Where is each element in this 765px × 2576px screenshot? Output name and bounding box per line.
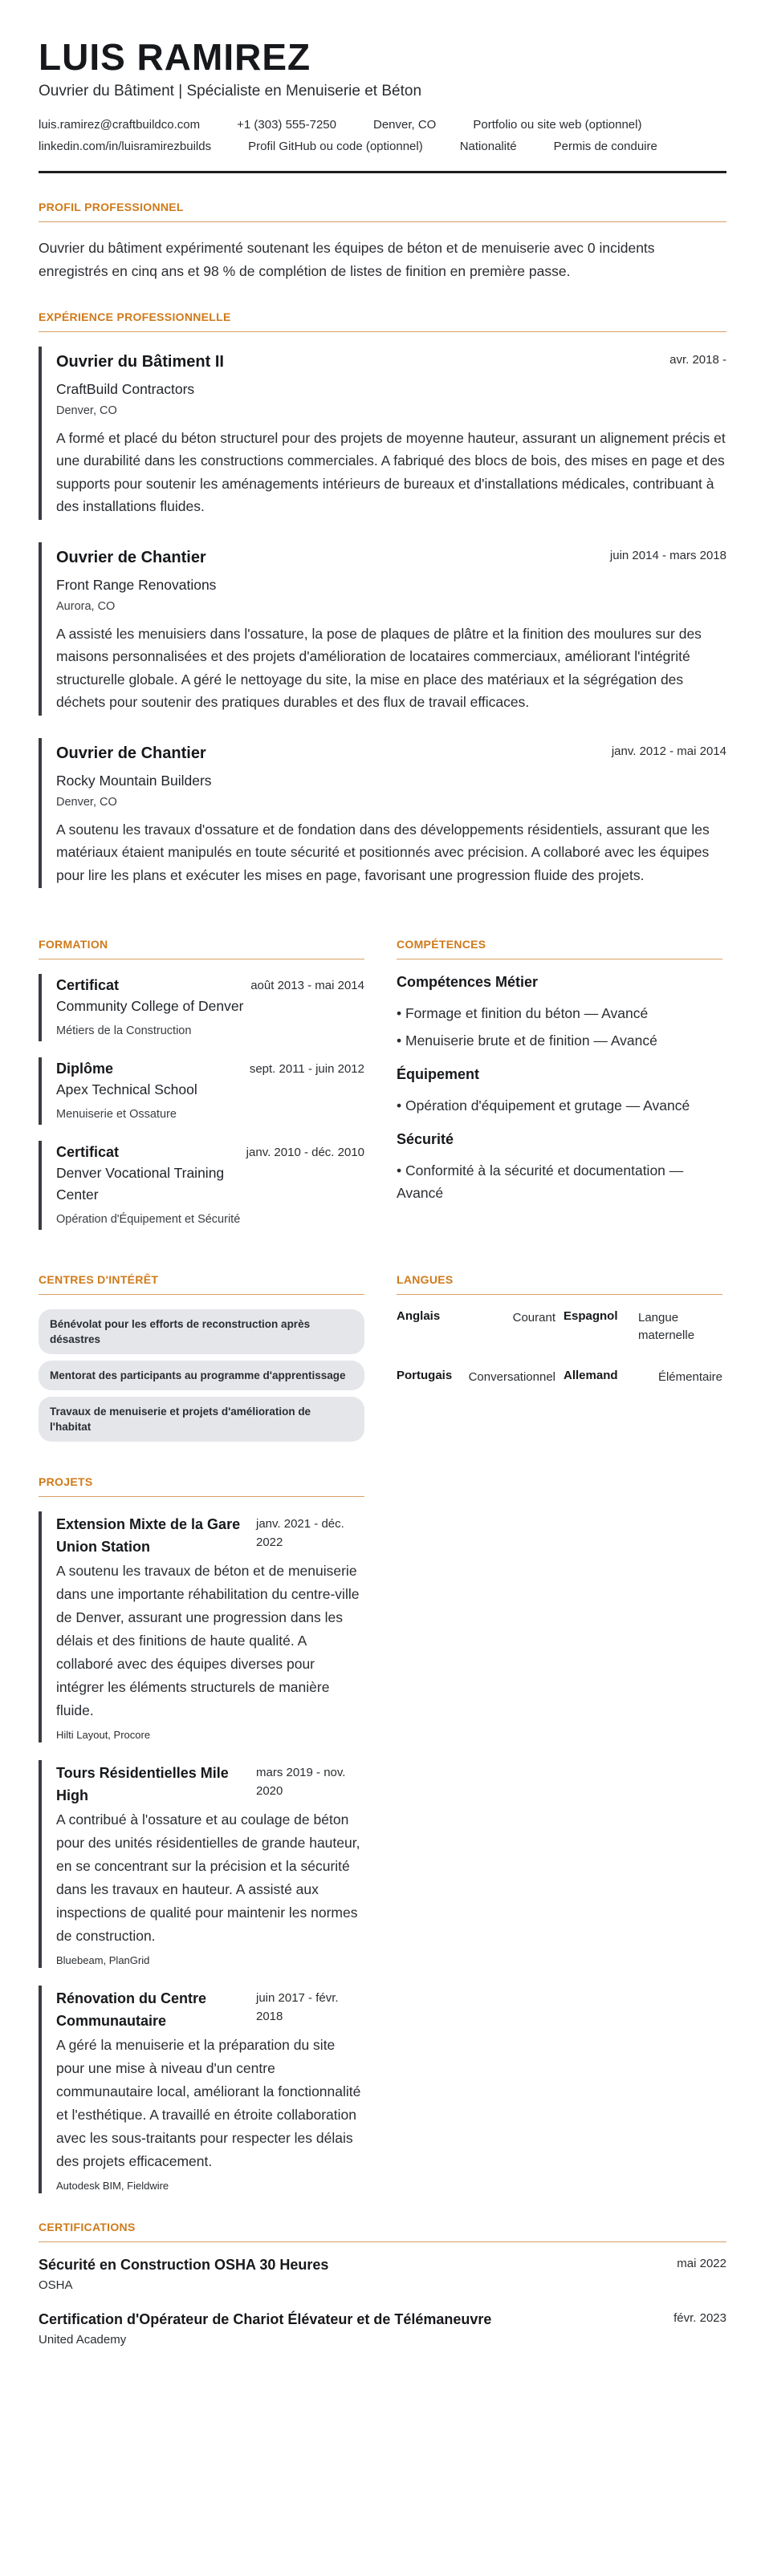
resume-header xyxy=(39,37,726,173)
contact-list xyxy=(39,118,726,173)
education-school: Denver Vocational Training Center xyxy=(56,1165,225,1203)
project-date: mars 2019 - nov. 2020 xyxy=(256,1766,346,1799)
language-name: Espagnol xyxy=(564,1309,618,1324)
job-description: A assisté les menuisiers dans l'ossature, la pose de plaques de plâtre et la finition des moulures sur des maisons personnalisées et des projets d'amélioration de locataires commerciaux, améliorant l'intégrité structurelle globale. A géré le nettoyage du site, la mise en place des matériaux et la ségrégation des déchets pour soutenir des pratiques durables et des flux de travail efficaces. xyxy=(56,625,702,711)
skill-group xyxy=(397,1066,722,1117)
job-date: janv. 2012 - mai 2014 xyxy=(611,744,726,758)
education-school: Community College of Denver xyxy=(56,998,244,1015)
job-company: Front Range Renovations xyxy=(56,576,217,593)
languages-grid xyxy=(397,1309,722,1386)
education-heading: FORMATION xyxy=(39,938,364,959)
language-item xyxy=(397,1309,555,1345)
skills-heading: COMPÉTENCES xyxy=(397,938,722,959)
contact-linkedin[interactable]: linkedin.com/in/luisramirezbuilds xyxy=(39,139,212,153)
job-date: juin 2014 - mars 2018 xyxy=(609,548,726,562)
project-item xyxy=(39,1760,364,1968)
education-date: août 2013 - mai 2014 xyxy=(250,979,364,993)
experience-list xyxy=(39,347,726,889)
projects-column xyxy=(39,1475,364,2193)
job-company: CraftBuild Contractors xyxy=(56,380,195,397)
candidate-name: LUIS RAMIREZ xyxy=(39,36,311,78)
job-location: Denver, CO xyxy=(56,404,117,417)
contact-email[interactable]: luis.ramirez@craftbuildco.com xyxy=(39,117,201,132)
education-item xyxy=(39,1141,364,1230)
project-item xyxy=(39,1986,364,2193)
interest-tag: Mentorat des participants au programme d'apprentissage xyxy=(39,1361,364,1390)
project-description: A soutenu les travaux de béton et de menuiserie dans une importante réhabilitation du centre-ville de Denver, assurant une progression dans les délais et des finitions de haute qualité. A collaboré avec des équipes diverses pour intégrer les éléments structurels de manière fluide. xyxy=(56,1563,360,1719)
contact-license: Permis de conduire xyxy=(553,139,657,153)
profile-heading: PROFIL PROFESSIONNEL xyxy=(39,201,726,222)
job-company: Rocky Mountain Builders xyxy=(56,772,212,789)
education-date: janv. 2010 - déc. 2010 xyxy=(246,1146,364,1160)
certification-item xyxy=(39,2311,726,2347)
project-tools: Hilti Layout, Procore xyxy=(56,1729,151,1742)
job-location: Denver, CO xyxy=(56,795,117,809)
interest-tag: Bénévolat pour les efforts de reconstruction après désastres xyxy=(39,1309,364,1354)
contact-github[interactable]: Profil GitHub ou code (optionnel) xyxy=(248,139,423,153)
project-tools: Bluebeam, PlanGrid xyxy=(56,1954,150,1967)
skill-item: • Conformité à la sécurité et documentation — Avancé xyxy=(397,1162,684,1202)
certification-date: mai 2022 xyxy=(677,2257,726,2271)
education-degree: Diplôme xyxy=(56,1061,114,1077)
education-item xyxy=(39,974,364,1041)
job-title: Ouvrier de Chantier xyxy=(56,744,206,762)
certification-name: Sécurité en Construction OSHA 30 Heures xyxy=(39,2257,329,2274)
education-field: Menuiserie et Ossature xyxy=(56,1108,177,1122)
interest-tag: Travaux de menuiserie et projets d'amélioration de l'habitat xyxy=(39,1397,364,1442)
projects-heading: PROJETS xyxy=(39,1475,364,1497)
contact-location: Denver, CO xyxy=(372,117,437,132)
certification-item xyxy=(39,2257,726,2292)
experience-heading: EXPÉRIENCE PROFESSIONNELLE xyxy=(39,310,726,332)
contact-portfolio[interactable]: Portfolio ou site web (optionnel) xyxy=(473,117,642,132)
education-field: Métiers de la Construction xyxy=(56,1024,192,1038)
skill-category: Compétences Métier xyxy=(397,974,539,991)
language-item xyxy=(397,1369,555,1386)
job-date: avr. 2018 - xyxy=(669,352,726,367)
education-degree: Certificat xyxy=(56,977,120,994)
education-column xyxy=(39,911,364,1246)
skill-group xyxy=(397,1131,722,1204)
job-description: A formé et placé du béton structurel pour des projets de moyenne hauteur, assurant un alignement précis et une durabilité dans les constructions commerciales. A fabriqué des blocs de bois, des mises en page et des supports pour soutenir les aménagements intérieurs de bureaux et d'installations médicales, contribuant à des installations fluides. xyxy=(56,429,726,515)
certification-date: févr. 2023 xyxy=(673,2311,726,2326)
language-name: Allemand xyxy=(564,1369,618,1383)
certifications-heading: CERTIFICATIONS xyxy=(39,2221,726,2242)
project-name: Rénovation du Centre Communautaire xyxy=(56,1990,207,2030)
language-name: Anglais xyxy=(397,1309,441,1324)
skill-category: Sécurité xyxy=(397,1131,454,1148)
project-item xyxy=(39,1511,364,1742)
profile-summary: Ouvrier du bâtiment expérimenté soutenant les équipes de béton et de menuiserie avec 0 incidents enregistrés en cinq ans et 98 % de complétion de listes de finition en première passe. xyxy=(39,239,655,279)
interests-heading: CENTRES D'INTÉRÊT xyxy=(39,1273,364,1295)
education-degree: Certificat xyxy=(56,1144,120,1161)
project-date: juin 2017 - févr. 2018 xyxy=(256,1991,339,2024)
experience-item xyxy=(39,738,726,889)
education-skills-row xyxy=(39,911,726,1246)
education-item xyxy=(39,1057,364,1125)
skill-group xyxy=(397,974,722,1052)
experience-item xyxy=(39,542,726,716)
job-title: Ouvrier du Bâtiment II xyxy=(56,352,224,371)
skill-item: • Opération d'équipement et grutage — Avancé xyxy=(397,1097,690,1114)
project-date: janv. 2021 - déc. 2022 xyxy=(256,1517,344,1550)
education-field: Opération d'Équipement et Sécurité xyxy=(56,1213,241,1227)
contact-nationality: Nationalité xyxy=(459,139,517,153)
certification-issuer: United Academy xyxy=(39,2333,127,2347)
education-school: Apex Technical School xyxy=(56,1081,197,1098)
language-name: Portugais xyxy=(397,1369,453,1383)
project-tools: Autodesk BIM, Fieldwire xyxy=(56,2180,169,2193)
language-item xyxy=(564,1369,722,1386)
skill-item: • Menuiserie brute et de finition — Avancé xyxy=(397,1032,657,1049)
language-item xyxy=(564,1309,722,1345)
skill-category: Équipement xyxy=(397,1066,480,1083)
languages-heading: LANGUES xyxy=(397,1273,722,1295)
education-date: sept. 2011 - juin 2012 xyxy=(249,1062,364,1077)
language-level: Langue maternelle xyxy=(638,1311,695,1343)
certification-name: Certification d'Opérateur de Chariot Élévateur et de Télémaneuvre xyxy=(39,2311,492,2328)
skill-item: • Formage et finition du béton — Avancé xyxy=(397,1005,649,1022)
candidate-title: Ouvrier du Bâtiment | Spécialiste en Menuiserie et Béton xyxy=(39,82,422,99)
language-level: Conversationnel xyxy=(468,1370,555,1385)
contact-phone[interactable]: +1 (303) 555-7250 xyxy=(237,117,336,132)
project-name: Tours Résidentielles Mile High xyxy=(56,1765,229,1804)
experience-item xyxy=(39,347,726,520)
project-description: A géré la menuiserie et la préparation du site pour une mise à niveau d'un centre communautaire local, améliorant la fonctionnalité et l'esthétique. A travaillé en étroite collaboration avec les sous-traitants pour respecter les délais des projets efficacement. xyxy=(56,2037,361,2170)
job-description: A soutenu les travaux d'ossature et de fondation dans des développements résidentiels, assurant que les matériaux étaient manipulés en toute sécurité et positionnés avec précision. A collaboré avec les équipes pour lire les plans et exécuter les mises en page, favorisant une progression fluide des projets. xyxy=(56,821,710,883)
language-level: Courant xyxy=(512,1311,555,1325)
skills-column xyxy=(397,911,722,1246)
certification-issuer: OSHA xyxy=(39,2278,73,2293)
job-title: Ouvrier de Chantier xyxy=(56,548,206,566)
interests-languages-row xyxy=(39,1246,726,1448)
languages-column xyxy=(397,1246,722,1448)
project-description: A contribué à l'ossature et au coulage de béton pour des unités résidentielles de grande hauteur, en se concentrant sur la précision et la sécurité dans les travaux en hauteur. A assisté aux inspections de qualité pour maintenir les normes de construction. xyxy=(56,1811,360,1945)
job-location: Aurora, CO xyxy=(56,599,116,613)
project-name: Extension Mixte de la Gare Union Station xyxy=(56,1516,241,1556)
language-level: Élémentaire xyxy=(657,1370,722,1385)
interests-column xyxy=(39,1246,364,1448)
